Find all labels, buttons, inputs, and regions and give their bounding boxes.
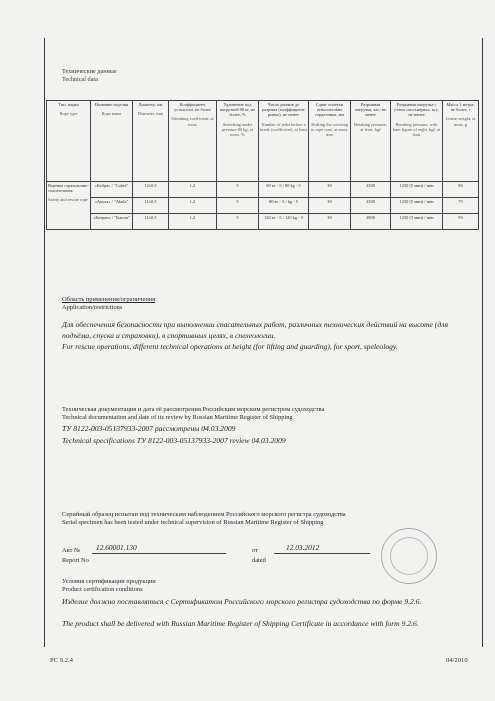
cell-knot: 1250 (3 мин) / min <box>391 214 443 230</box>
table-row <box>47 198 479 214</box>
cell-name: «Акула» / "Akula" <box>91 198 133 214</box>
column-header: Разрывная нагрузка, кгс, не менее Breaking pressure, at least, kgf <box>351 101 391 182</box>
application-label-ru: Область применения/ограничения <box>62 296 156 303</box>
report-number-line <box>92 553 226 554</box>
cell-breaking: 2300 <box>351 182 391 198</box>
report-label-ru: Акт № <box>62 547 81 554</box>
cell-shrinking: 1,2 <box>169 214 217 230</box>
cell-breaking: 2800 <box>351 214 391 230</box>
cell-diameter: 11±0,5 <box>133 198 169 214</box>
conditions-label-ru: Условия сертификации продукции <box>62 578 156 585</box>
application-label-en: Application/restrictions <box>62 304 123 311</box>
cell-stretching: 5 <box>217 214 259 230</box>
left-binding-line <box>44 38 45 647</box>
cell-stretching: 5 <box>217 198 259 214</box>
technical-data-table <box>46 100 479 230</box>
column-header: Название изделия Rope name <box>91 101 133 182</box>
cell-jerks: 120 кг - 5 / 120 kg - 5 <box>259 214 309 230</box>
column-header: Разрывная нагрузка с узлом «восьмёрка», кгс, не менее Breaking pressure, with knot figure of eight, kgf, at least <box>391 101 443 182</box>
documentation-label-en: Technical documentation and date of its review by Russian Maritime Register of Shipping <box>62 414 293 421</box>
form-code: РС 9.2.4 <box>50 657 73 664</box>
tested-text-ru: Серийный образец испытан под техническим наблюдением Российского морского регистра судоходства <box>62 511 346 518</box>
cell-weight: 79 <box>443 198 479 214</box>
table-header-row <box>47 101 479 182</box>
documentation-text-en: Technical specifications ТУ 8122-003-05137933-2007 review 04.03.2009 <box>62 436 286 445</box>
register-seal-inner <box>390 537 428 575</box>
cell-breaking: 2300 <box>351 198 391 214</box>
column-header: Диаметр, мм Diameter, mm <box>133 101 169 182</box>
column-header: Масса 1 метра, не более, г Linear weight, at most, g <box>443 101 479 182</box>
report-label-en: Report No <box>62 557 89 564</box>
report-date: 12.03.2012 <box>286 543 320 552</box>
column-header: Тип, марка Rope type <box>47 101 91 182</box>
cell-shift: 30 <box>309 214 351 230</box>
cell-weight: 86 <box>443 182 479 198</box>
table-row <box>47 182 479 198</box>
cell-jerks: 80 кг - 5 / kg - 5 <box>259 198 309 214</box>
cell-diameter: 12±0,5 <box>133 182 169 198</box>
rope-type-cell: Верёвка страховочно-спасательная Safety and rescue rope <box>47 182 91 230</box>
cell-knot: 1250 (5 мин) / min <box>391 198 443 214</box>
column-header: Коэффициент усталости, не более Shrinking coefficient, at most <box>169 101 217 182</box>
cell-name: «Катран» / "Katran" <box>91 214 133 230</box>
cell-knot: 1250 (5 мин) / min <box>391 182 443 198</box>
section-title-ru: Технические данные <box>62 68 117 75</box>
cell-weight: 95 <box>443 214 479 230</box>
tested-text-en: Serial specimen has been tested under technical supervision of Russian Maritime Register of Shipping <box>62 519 324 526</box>
form-edition: 04/2010 <box>446 657 468 664</box>
report-dated-ru: от <box>252 547 258 554</box>
conditions-label-en: Product certification conditions <box>62 586 143 593</box>
documentation-label-ru: Техническая документация и дата её рассмотрения Российским морским регистром судоходства <box>62 406 325 413</box>
report-date-line <box>274 553 370 554</box>
cell-diameter: 11±0,5 <box>133 214 169 230</box>
documentation-text-ru: ТУ 8122-003-05137933-2007 рассмотрены 04.03.2009 <box>62 424 236 433</box>
cell-jerks: 80 кг - 5 / 80 kg - 5 <box>259 182 309 198</box>
table-row <box>47 214 479 230</box>
cell-name: «Кобра» / "Cobra" <box>91 182 133 198</box>
cell-shift: 30 <box>309 182 351 198</box>
column-header: Сдвиг оплётки относительно сердечника, мм Shifting the covering to rope core, at most, mm <box>309 101 351 182</box>
cell-shift: 30 <box>309 198 351 214</box>
cell-stretching: 5 <box>217 182 259 198</box>
register-seal <box>381 528 437 584</box>
column-header: Удлинение под нагрузкой 80 кг, не более, % Stretching under pressure 80 kg, at most, % <box>217 101 259 182</box>
conditions-text-ru: Изделие должно поставляться с Сертификатом Российского морского регистра судоходства по форме 9.2.6. <box>62 597 422 606</box>
column-header: Число рывков до разрыва (коэффициент рывка), не менее Number of jerks before a break (coefficient), at least <box>259 101 309 182</box>
conditions-text-en: The product shall be delivered with Russian Maritime Register of Shipping Certificate in accordance with form 9.2.6. <box>62 619 419 628</box>
section-title-en: Technical data <box>62 76 98 83</box>
cell-shrinking: 1,2 <box>169 182 217 198</box>
report-number: 12.60001.130 <box>96 543 137 552</box>
right-binding-line <box>482 38 483 647</box>
cell-shrinking: 1,2 <box>169 198 217 214</box>
application-text-en: For rescue operations, different technical operations at height (for lifting and guarding), for sport, speleology. <box>62 342 398 351</box>
application-text-ru: Для обеспечения безопасности при выполнении спасательных работ, различных технических действий на высоте (для подъёма, спуска и страховки), в спортивных целях, в спелеологии. <box>62 320 449 340</box>
report-dated-en: dated <box>252 557 266 564</box>
